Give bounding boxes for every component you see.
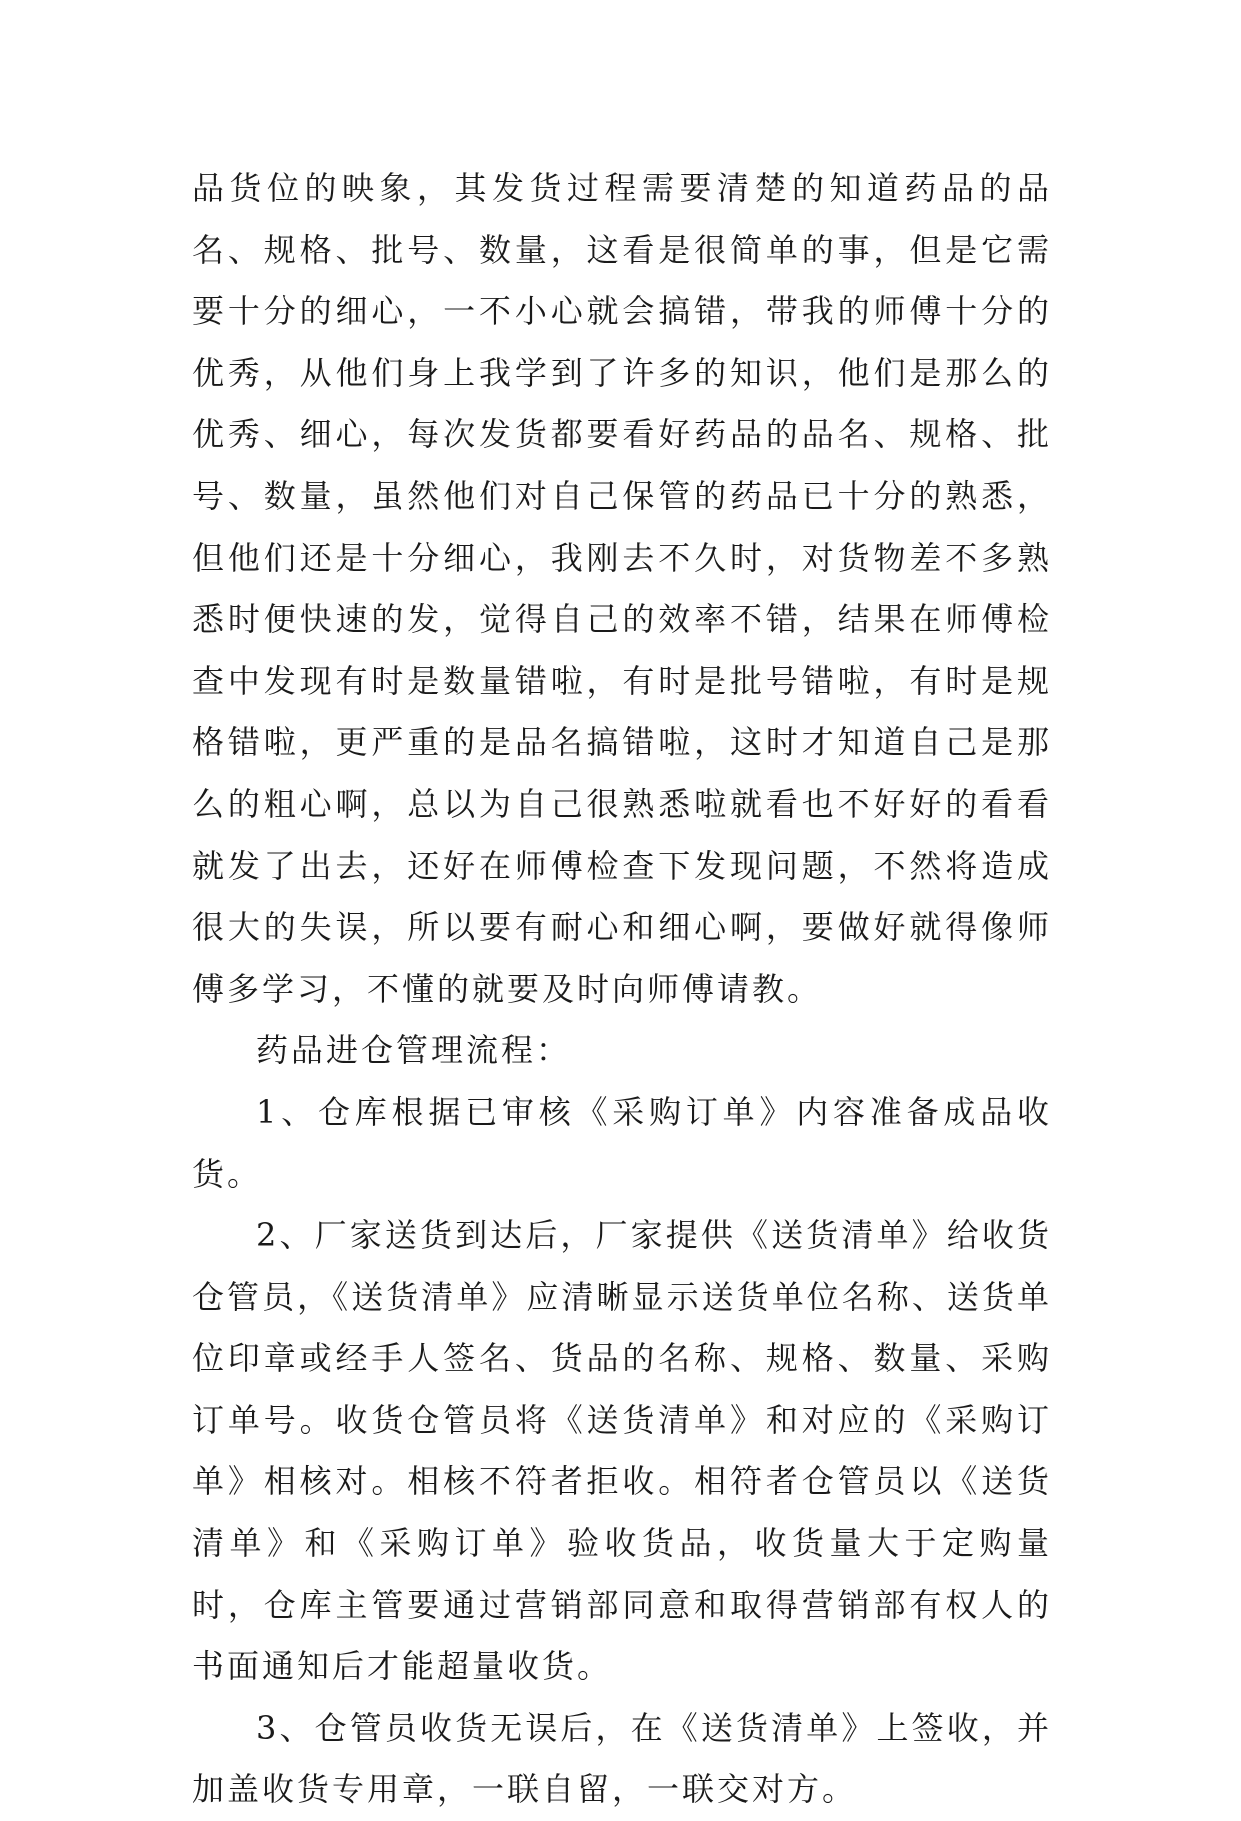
- paragraph-process-heading: 药品进仓管理流程：: [256, 1031, 572, 1070]
- paragraph-step-3: 3、仓管员收货无误后，在《送货清单》上签收，并加盖收货专用章，一联自留，一联交对方。: [192, 1708, 1052, 1809]
- paragraph-step-2: 2、厂家送货到达后，厂家提供《送货清单》给收货仓管员，《送货清单》应清晰显示送货单位名称、送货单位印章或经手人签名、货品的名称、规格、数量、采购订单号。收货仓管员将《送货清单》和对应的《采购订单》相核对。相核不符者拒收。相符者仓管员以《送货清单》和《采购订单》验收货品，收货量大于定购量时，仓库主管要通过营销部同意和取得营销部有权人的书面通知后才能超量收货。: [192, 1216, 1052, 1686]
- document-body: [192, 158, 1052, 1821]
- paragraph-shipping-experience: 品货位的映象，其发货过程需要清楚的知道药品的品名、规格、批号、数量，这看是很简单的事，但是它需要十分的细心，一不小心就会搞错，带我的师傅十分的优秀，从他们身上我学到了许多的知识，他们是那么的优秀、细心，每次发货都要看好药品的品名、规格、批号、数量，虽然他们对自己保管的药品已十分的熟悉，但他们还是十分细心，我刚去不久时，对货物差不多熟悉时便快速的发，觉得自己的效率不错，结果在师傅检查中发现有时是数量错啦，有时是批号错啦，有时是规格错啦，更严重的是品名搞错啦，这时才知道自己是那么的粗心啊，总以为自己很熟悉啦就看也不好好的看看就发了出去，还好在师傅检查下发现问题，不然将造成很大的失误，所以要有耐心和细心啊，要做好就得像师傅多学习，不懂的就要及时向师傅请教。: [192, 169, 1052, 1008]
- paragraph-step-1: 1、仓库根据已审核《采购订单》内容准备成品收货。: [192, 1092, 1052, 1193]
